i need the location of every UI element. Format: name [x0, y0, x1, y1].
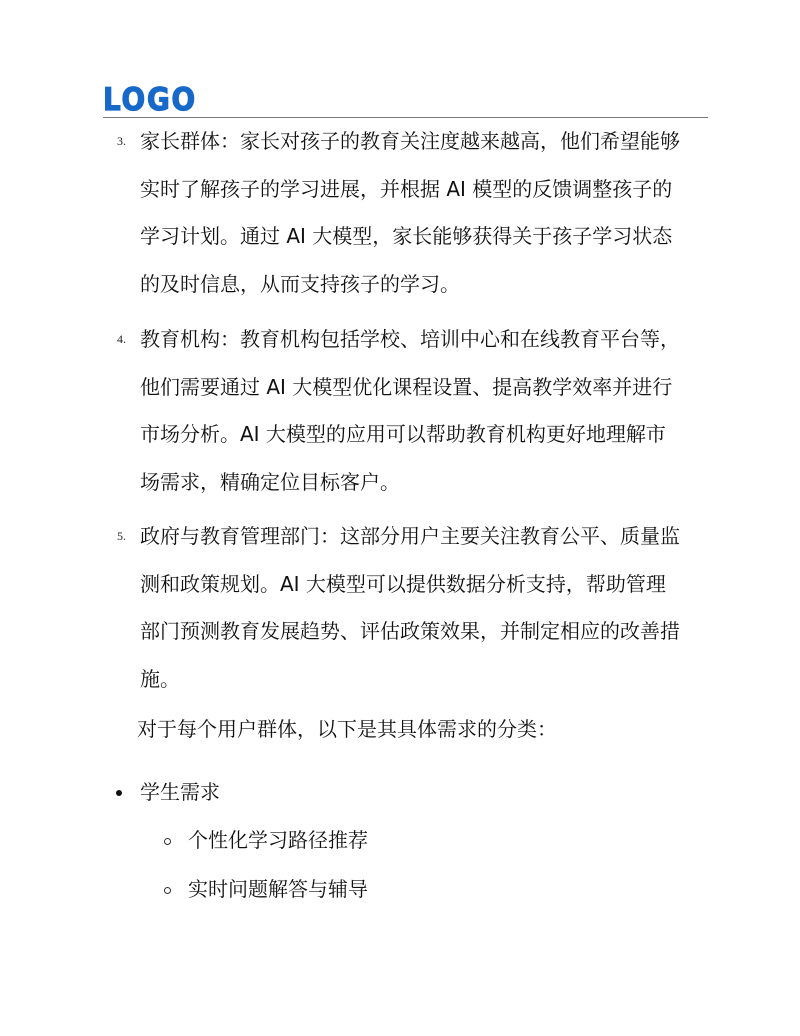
item-line: 场需求，精确定位目标客户。: [140, 469, 400, 494]
intro-paragraph: 对于每个用户群体，以下是其具体需求的分类：: [137, 717, 557, 741]
item-paragraph: [140, 316, 710, 506]
item-number: 4.: [117, 332, 126, 346]
item-line: 家长群体：家长对孩子的教育关注度越来越高，他们希望能够: [140, 129, 680, 153]
bullet-item: [0, 778, 800, 808]
item-line: 他们需要通过 AI 大模型优化课程设置、提高教学效率并进行: [140, 374, 673, 399]
logo: [103, 82, 199, 114]
page-header: [0, 0, 800, 120]
sub-bullet-label: 实时问题解答与辅导: [188, 877, 368, 901]
circle-bullet-icon: [164, 838, 171, 845]
item-line: 施。: [140, 666, 180, 691]
item-line: 实时了解孩子的学习进展，并根据 AI 模型的反馈调整孩子的: [140, 176, 673, 201]
item-paragraph: [140, 513, 710, 703]
sub-bullet-item: [0, 826, 800, 856]
item-line: 学习计划。通过 AI 大模型，家长能够获得关于孩子学习状态: [140, 224, 673, 248]
logo-text: LOGO: [103, 82, 197, 114]
item-line: 市场分析。AI 大模型的应用可以帮助教育机构更好地理解市: [140, 422, 666, 446]
item-line: 测和政策规划。AI 大模型可以提供数据分析支持，帮助管理: [140, 571, 666, 596]
circle-bullet-icon: [164, 887, 171, 894]
bullet-dot-icon: [116, 790, 122, 796]
item-paragraph: [140, 118, 710, 308]
item-number: 5.: [117, 529, 126, 543]
sub-bullet-item: [0, 875, 800, 905]
item-number: 3.: [117, 134, 126, 148]
item-line: 政府与教育管理部门：这部分用户主要关注教育公平、质量监: [140, 524, 680, 548]
item-line: 教育机构：教育机构包括学校、培训中心和在线教育平台等，: [140, 327, 680, 351]
bullet-label: 学生需求: [140, 780, 220, 804]
item-line: 部门预测教育发展趋势、评估政策效果，并制定相应的改善措: [140, 619, 680, 643]
sub-bullet-label: 个性化学习路径推荐: [188, 828, 368, 852]
item-line: 的及时信息，从而支持孩子的学习。: [140, 271, 460, 296]
